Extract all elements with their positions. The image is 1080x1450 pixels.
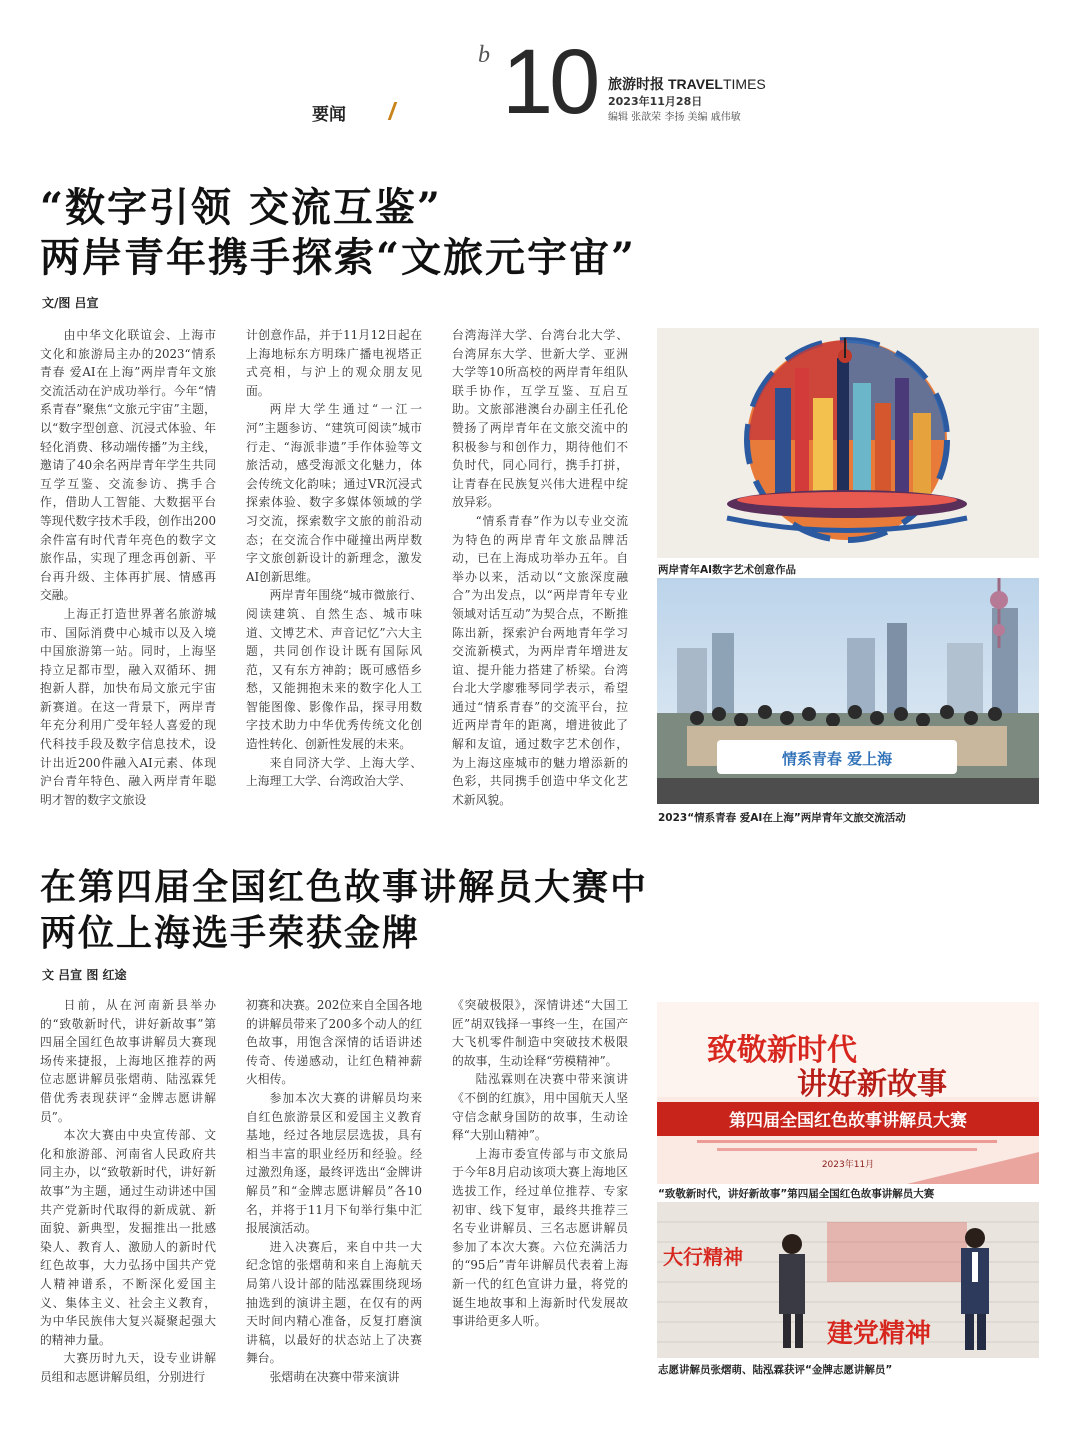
section-slash-divider	[388, 102, 398, 120]
poster-slogan-1: 致敬新时代	[707, 1033, 857, 1068]
poster-title: 第四届全国红色故事讲解员大赛	[729, 1111, 967, 1131]
article2-title-line1: 在第四届全国红色故事讲解员大赛中	[40, 866, 649, 908]
paragraph: 来自同济大学、上海大学、上海理工大学、台湾政治大学、	[246, 755, 422, 789]
paragraph: 张熠萌在决赛中带来演讲	[269, 1369, 400, 1384]
stairs-text-2: 大行精神	[663, 1245, 743, 1269]
poster-date: 2023年11月	[821, 1160, 875, 1170]
winners-photo-image	[657, 1202, 1039, 1358]
article2-column-1	[40, 996, 216, 1446]
ai-art-image	[657, 328, 1039, 558]
contest-poster-image	[657, 1002, 1039, 1184]
article2-column-2	[246, 996, 422, 1446]
figure2-caption: 2023“情系青春 爱AI在上海”两岸青年文旅交流活动	[658, 812, 906, 824]
publication-date: 2023年11月28日	[608, 95, 703, 108]
article2-column-3	[452, 996, 628, 1386]
paragraph: “情系青春”作为以专业交流为特色的两岸青年文旅品牌活动，已在上海成功举办五年。自举办以来，活动以“文旅深度融合”为出发点，以“两岸青年专业领域对话互动”为契合点，不断推陈出新，探索沪台两地青年学习交流新模式，为两岸青年增进友谊、提升能力搭建了桥梁。台湾台北大学廖雅琴同学表示，希望通过“情系青春”的交流平台，拉近两岸青年的距离，增进彼此了解和友谊，通过数字艺术创作，为上海这座城市的魅力增添新的色彩，共同携手创造中华文化艺术新风貌。	[452, 513, 628, 807]
figure3-caption: “致敬新时代，讲好新故事”第四届全国红色故事讲解员大赛	[658, 1188, 935, 1200]
page-letter: b	[478, 42, 490, 68]
paper-name-cn: 旅游时报	[608, 77, 664, 93]
article1-byline: 文/图 吕宣	[42, 296, 99, 310]
article1-column-2	[246, 326, 422, 826]
paragraph: 两岸青年围绕“城市微旅行、阅读建筑、自然生态、城市味道、文博艺术、声音记忆”六大主题，共同创作设计既有国际风范，又有东方神韵；既可感悟乡愁，又能拥抱未来的数字化人工智能图像、影像作品，探寻用数字技术助力中华优秀传统文化创造性转化、创新性发展的未来。	[246, 588, 422, 752]
editors-credit: 编辑 张歆荣 李扬 美编 戚伟敏	[608, 112, 741, 123]
paragraph: 台湾海洋大学、台湾台北大学、台湾屏东大学、世新大学、亚洲大学等10所高校的两岸青年组队联手协作，互学互鉴、互启互助。文旅部港澳台办副主任孔伦赞扬了两岸青年在文旅交流中的积极参与和创作力，期待他们不负时代，同心同行，携手打拼，让青春在民族复兴伟大进程中绽放异彩。	[452, 328, 628, 510]
paragraph: 计创意作品，并于11月12日起在上海地标东方明珠广播电视塔正式亮相，与沪上的观众朋友见面。	[246, 328, 422, 398]
paragraph: 大赛历时九天，设专业讲解员组和志愿讲解员组，分别进行	[40, 1351, 216, 1384]
paragraph: 初赛和决赛。202位来自全国各地的讲解员带来了200多个动人的红色故事，用饱含深情的话语讲述传奇、传递感动，让红色精神薪火相传。	[246, 998, 422, 1087]
paragraph: 两岸大学生通过“一江一河”主题参访、“建筑可阅读”城市行走、“海派非遗”手作体验等文旅活动，感受海派文化魅力，体会传统文化韵味；通过VR沉浸式探索体验、数字多媒体领域的学习交流，探索数字文旅的前沿动态；在交流合作中碰撞出两岸数字文旅创新设计的新理念，激发AI创新思维。	[246, 402, 422, 584]
article2-title-line2: 两位上海选手荣获金牌	[40, 912, 421, 954]
paper-name-en-bold: TRAVEL	[668, 76, 723, 92]
masthead	[0, 0, 1080, 135]
group-photo-image	[657, 578, 1039, 804]
poster-slogan-2: 讲好新故事	[797, 1067, 947, 1102]
stairs-text-1: 建党精神	[827, 1319, 932, 1349]
figure1-caption: 两岸青年AI数字艺术创意作品	[658, 564, 797, 576]
paragraph: 上海市委宣传部与市文旅局于今年8月启动该项大赛上海地区选拔工作，经过单位推荐、专家初审、线下复审，最终共推荐三名专业讲解员、三名志愿讲解员参加了本次大赛。六位充满活力的“95后”青年讲解员代表着上海新一代的红色宣讲力量，将党的诞生地故事和上海新时代发展故事讲给更多人听。	[452, 1146, 628, 1329]
paragraph: 由中华文化联谊会、上海市文化和旅游局主办的2023“情系青春 爱AI在上海”两岸青年文旅交流活动在沪成功举行。今年“情系青春”聚焦“文旅元宇宙”主题，以“数字型创意、沉浸式体验、年轻化消费、移动端传播”为主线，邀请了40余名两岸青年学生共同互学互鉴、交流参访、携手合作，借助人工智能、大数据平台等现代数字技术手段，创作出200余件富有时代青年亮色的数字文旅作品，实现了理念再创新、平台再升级、主体再扩展、情感再交融。	[40, 328, 216, 603]
article1-column-1	[40, 326, 216, 826]
article1-title-line2: 两岸青年携手探索“文旅元宇宙”	[40, 234, 637, 281]
page-number: 10	[502, 31, 597, 133]
paragraph: 参加本次大赛的讲解员均来自红色旅游景区和爱国主义教育基地，经过各地层层选拔，具有相当丰富的职业经历和经验。经过激烈角逐，最终评选出“金牌讲解员”和“金牌志愿讲解员”各10名，并将于11月下旬举行集中汇报展演活动。	[246, 1090, 422, 1236]
section-label: 要闻	[312, 105, 346, 125]
banner-text: 情系青春 爱上海	[781, 750, 893, 768]
figure4-caption: 志愿讲解员张熠萌、陆泓霖获评“金牌志愿讲解员”	[658, 1364, 893, 1376]
paper-name-en: TIMES	[722, 76, 766, 92]
paragraph: 日前，从在河南新县举办的“致敬新时代，讲好新故事”第四届全国红色故事讲解员大赛现场传来捷报，上海地区推荐的两位志愿讲解员张熠萌、陆泓霖凭借优秀表现获评“金牌志愿讲解员”。	[40, 998, 216, 1124]
paragraph: 本次大赛由中央宣传部、文化和旅游部、河南省人民政府共同主办，以“致敬新时代，讲好新故事”为主题，通过生动讲述中国共产党新时代取得的新成就、新面貌、新典型，发掘推出一批感染人、教育人、激励人的新时代红色故事，大力弘扬中国共产党人精神谱系，不断深化爱国主义、集体主义、社会主义教育，为中华民族伟大复兴凝聚起强大的精神力量。	[40, 1128, 216, 1347]
article1-column-3	[452, 326, 628, 826]
paragraph: 上海正打造世界著名旅游城市、国际消费中心城市以及入境中国旅游第一站。同时，上海坚持立足都市型，融入双循环、拥抱新人群，加快布局文旅元宇宙新赛道。在这一背景下，两岸青年充分利用广受年轻人喜爱的现代科技手段及数字信息技术，设计出近200件融入AI元素、体现沪台青年特色、融入两岸青年聪明才智的数字文旅设	[40, 606, 216, 807]
paragraph: 《突破极限》，深情讲述“大国工匠”胡双钱择一事终一生，在国产大飞机零件制造中突破技术极限的故事，生动诠释“劳模精神”。	[452, 998, 628, 1068]
article2-byline: 文 吕宣 图 红途	[42, 968, 127, 982]
paragraph: 进入决赛后，来自中共一大纪念馆的张熠萌和来自上海航天局第八设计部的陆泓霖围绕现场抽选到的演讲主题，在仅有的两天时间内精心准备，反复打磨演讲稿，以最好的状态站上了决赛舞台。	[246, 1239, 422, 1366]
article1-title-line1: “数字引领 交流互鉴”	[40, 184, 442, 231]
paper-name	[608, 74, 766, 94]
paragraph: 陆泓霖则在决赛中带来演讲《不倒的红旗》，用中国航天人坚守信念献身国防的故事，生动诠释“大别山精神”。	[452, 1072, 628, 1143]
